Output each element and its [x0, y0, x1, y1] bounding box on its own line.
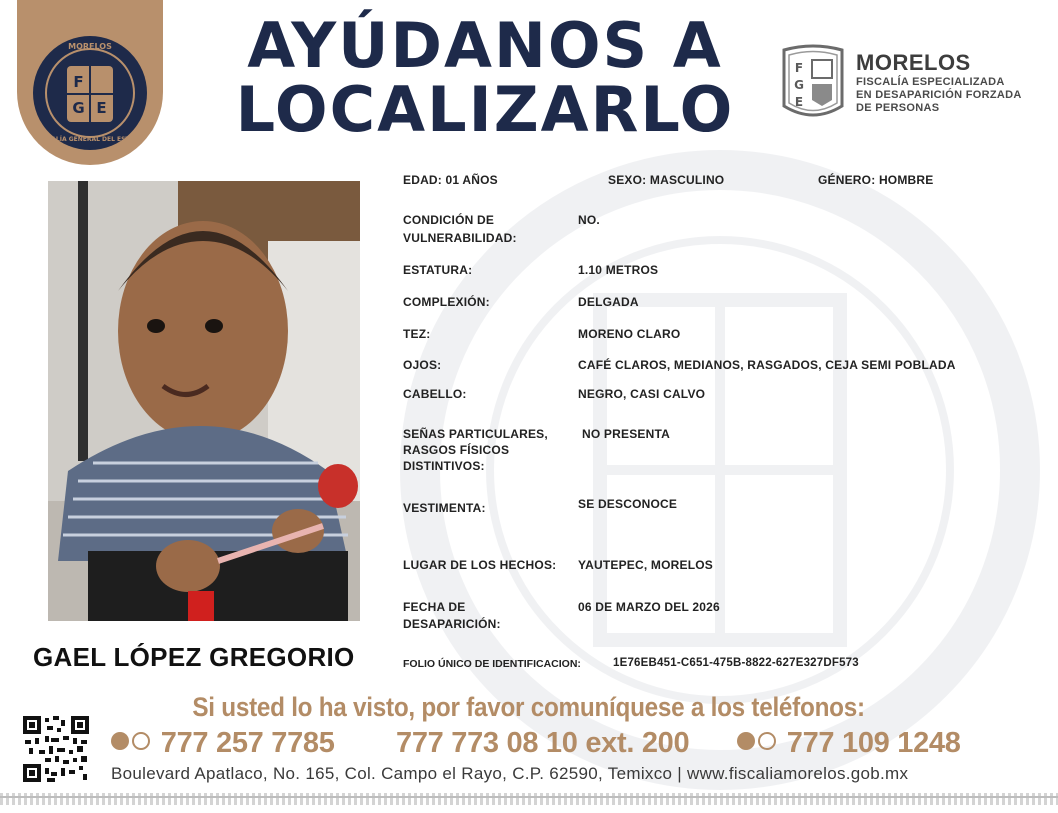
- missing-person-photo: [48, 181, 360, 621]
- detail-label: [403, 599, 573, 632]
- detail-label: [403, 426, 573, 474]
- age-value: EDAD: 01 AÑOS: [403, 173, 498, 187]
- detail-value: NEGRO, CASI CALVO: [578, 387, 706, 401]
- phone-call-icon: [737, 732, 755, 750]
- qr-code-icon: [23, 716, 89, 782]
- sex-field: [608, 173, 724, 187]
- phone-1[interactable]: [111, 727, 335, 760]
- whatsapp-icon: [132, 732, 150, 750]
- contact-call-to-action: [0, 692, 1058, 723]
- headline-line-1: AYÚDANOS A: [247, 9, 723, 82]
- fge-shield-icon: [780, 44, 846, 124]
- detail-value: NO PRESENTA: [582, 427, 670, 441]
- detail-label: TEZ:: [403, 327, 431, 341]
- label-line: SEÑAS PARTICULARES,: [403, 427, 548, 441]
- seal-letter-f: F: [73, 73, 84, 91]
- seal-letter-g: G: [72, 99, 85, 117]
- org-name-block: [856, 50, 1022, 115]
- org-line-3: DE PERSONAS: [856, 102, 940, 114]
- age-field: [403, 173, 498, 187]
- org-logo-letter-g: G: [794, 78, 804, 92]
- phone-2[interactable]: [396, 727, 689, 760]
- detail-value: MORENO CLARO: [578, 327, 681, 341]
- headline: [205, 9, 765, 146]
- label-line: DISTINTIVOS:: [403, 459, 485, 473]
- detail-label: OJOS:: [403, 358, 442, 372]
- decorative-border: [0, 793, 1058, 805]
- folio-label: FOLIO ÚNICO DE IDENTIFICACION:: [403, 658, 581, 670]
- child-photo-illustration: [48, 181, 360, 621]
- detail-label: [403, 212, 573, 246]
- seal-ring-bottom: FISCALÍA GENERAL DEL ESTADO: [36, 136, 144, 143]
- detail-value: NO.: [578, 213, 600, 227]
- fiscalia-seal-icon: [30, 33, 150, 153]
- detail-label: ESTATURA:: [403, 263, 473, 277]
- org-name: MORELOS: [856, 50, 971, 75]
- folio-value: 1E76EB451-C651-475B-8822-627E327DF573: [613, 657, 859, 669]
- org-logo-letter-e: E: [794, 95, 804, 109]
- missing-person-name: GAEL LÓPEZ GREGORIO: [33, 642, 355, 672]
- phone-3[interactable]: [737, 727, 961, 760]
- whatsapp-icon: [758, 732, 776, 750]
- detail-label: CABELLO:: [403, 387, 467, 401]
- sex-value: SEXO: MASCULINO: [608, 173, 725, 187]
- label-line: CONDICIÓN DE: [403, 213, 495, 227]
- address-and-website: Boulevard Apatlaco, No. 165, Col. Campo el Rayo, C.P. 62590, Temixco | www.fiscaliamorelos.gob.mx: [111, 764, 909, 783]
- phone-1-number: 777 257 7785: [160, 727, 335, 759]
- org-logo-letter-f: F: [794, 61, 804, 75]
- gender-value: GÉNERO: HOMBRE: [818, 173, 934, 187]
- detail-value: SE DESCONOCE: [578, 497, 678, 511]
- detail-label: VESTIMENTA:: [403, 501, 486, 515]
- label-line: VULNERABILIDAD:: [403, 231, 517, 245]
- detail-value: YAUTEPEC, MORELOS: [578, 558, 713, 572]
- cta-text: Si usted lo ha visto, por favor comuníquese a los teléfonos:: [192, 692, 866, 722]
- label-line: DESAPARICIÓN:: [403, 617, 501, 631]
- detail-value: CAFÉ CLAROS, MEDIANOS, RASGADOS, CEJA SEMI POBLADA: [578, 358, 956, 372]
- gender-field: [818, 173, 933, 187]
- detail-value: DELGADA: [578, 295, 639, 309]
- phone-call-icon: [111, 732, 129, 750]
- headline-line-2: LOCALIZARLO: [235, 73, 735, 146]
- label-line: FECHA DE: [403, 600, 466, 614]
- detail-value: 1.10 METROS: [578, 263, 659, 277]
- seal-letter-e: E: [96, 99, 107, 117]
- detail-label: COMPLEXIÓN:: [403, 295, 490, 309]
- seal-ring-top: MORELOS: [68, 42, 112, 51]
- detail-value: 06 DE MARZO DEL 2026: [578, 600, 720, 614]
- decorative-border-line: [0, 796, 1058, 798]
- phone-3-number: 777 109 1248: [786, 727, 961, 759]
- label-line: RASGOS FÍSICOS: [403, 443, 510, 457]
- fiscalia-seal-badge: [17, 0, 163, 165]
- detail-label: LUGAR DE LOS HECHOS:: [403, 558, 557, 572]
- org-line-2: EN DESAPARICIÓN FORZADA: [856, 89, 1022, 101]
- phone-2-number: 777 773 08 10 ext. 200: [396, 727, 690, 759]
- org-line-1: FISCALÍA ESPECIALIZADA: [856, 76, 1005, 88]
